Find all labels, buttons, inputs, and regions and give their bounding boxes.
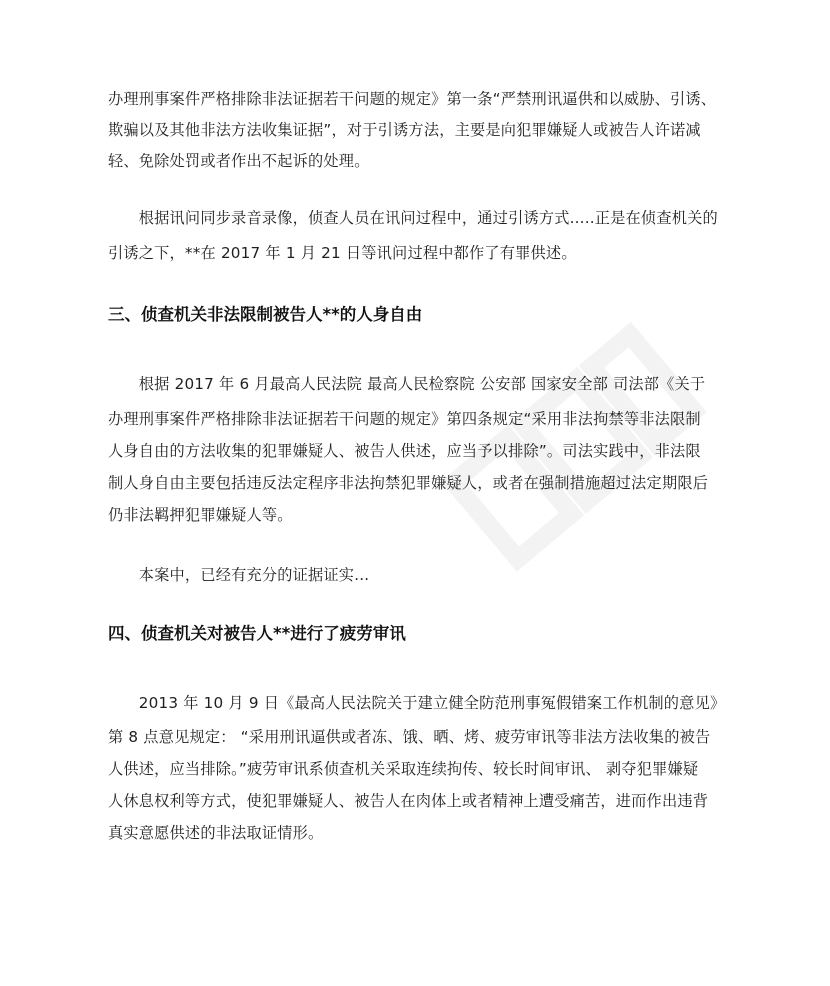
paragraph-3-line-5: 仍非法羁押犯罪嫌疑人等。 (108, 506, 293, 524)
paragraph-3-line-2: 办理刑事案件严格排除非法证据若干问题的规定》第四条规定“采用非法拘禁等非法限制 (108, 410, 701, 428)
paragraph-5-line-4: 人休息权利等方式，使犯罪嫌疑人、被告人在肉体上或者精神上遭受痛苦，进而作出违背 (108, 792, 709, 810)
paragraph-5-line-2: 第 8 点意见规定： “采用刑讯逼供或者冻、饿、晒、烤、疲劳审讯等非法方法收集的被告 (108, 728, 711, 746)
paragraph-3-line-4: 制人身自由主要包括违反法定程序非法拘禁犯罪嫌疑人，或者在强制措施超过法定期限后 (108, 474, 709, 492)
paragraph-4-line-1: 本案中，已经有充分的证据证实... (108, 566, 370, 584)
paragraph-1-line-2: 欺骗以及其他非法方法收集证据”，对于引诱方法，主要是向犯罪嫌疑人或被告人许诺减 (108, 121, 701, 139)
paragraph-3-line-1: 根据 2017 年 6 月最高人民法院 最高人民检察院 公安部 国家安全部 司法部《关于 (108, 375, 706, 393)
paragraph-5-line-1: 2013 年 10 月 9 日《最高人民法院关于建立健全防范刑事冤假错案工作机制的意见》 (108, 694, 726, 712)
paragraph-5-line-3: 人供述，应当排除。”疲劳审讯系侦查机关采取连续拘传、较长时间审讯、 剥夺犯罪嫌疑 (108, 760, 699, 778)
section-heading-4: 四、侦查机关对被告人**进行了疲劳审讯 (108, 624, 406, 643)
paragraph-5-line-5: 真实意愿供述的非法取证情形。 (108, 824, 324, 842)
paragraph-2-line-1: 根据讯问同步录音录像，侦查人员在讯问过程中，通过引诱方式.....正是在侦查机关的 (108, 209, 718, 227)
paragraph-3-line-3: 人身自由的方法收集的犯罪嫌疑人、被告人供述，应当予以排除”。司法实践中，非法限 (108, 442, 701, 460)
paragraph-2-line-2: 引诱之下，**在 2017 年 1 月 21 日等讯问过程中都作了有罪供述。 (108, 244, 577, 262)
section-heading-3: 三、侦查机关非法限制被告人**的人身自由 (108, 305, 423, 324)
paragraph-1-line-1: 办理刑事案件严格排除非法证据若干问题的规定》第一条“严禁刑讯逼供和以威胁、引诱、 (108, 90, 717, 108)
paragraph-1-line-3: 轻、免除处罚或者作出不起诉的处理。 (108, 152, 370, 170)
